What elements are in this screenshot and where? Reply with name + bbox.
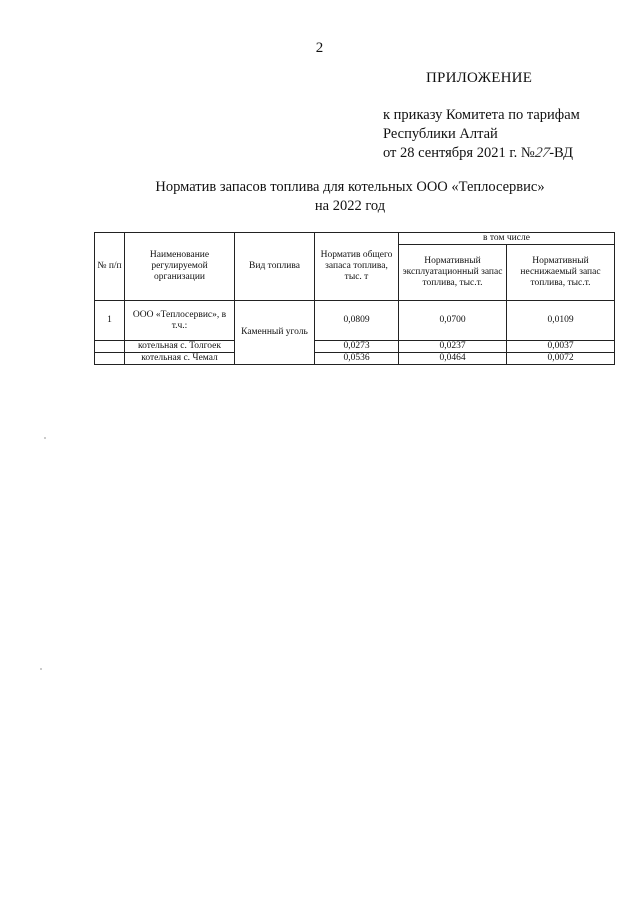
header-organization: Наименование регулируемой организации	[125, 233, 235, 301]
order-number-handwritten: 27	[533, 145, 551, 161]
row-num	[95, 341, 125, 353]
row-total: 0,0536	[315, 353, 399, 365]
header-fuel-type: Вид топлива	[235, 233, 315, 301]
scan-speck	[40, 668, 42, 670]
row-num: 1	[95, 301, 125, 341]
document-title-line-1: Норматив запасов топлива для котельных ООО «Теплосервис»	[155, 179, 545, 195]
order-reference	[383, 106, 580, 163]
header-operational-reserve: Нормативный эксплуатационный запас топлива, тыс.т.	[399, 245, 507, 301]
row-total: 0,0809	[315, 301, 399, 341]
row-operational: 0,0700	[399, 301, 507, 341]
scan-speck	[44, 437, 46, 439]
row-organization: котельная с. Чемал	[125, 353, 235, 365]
order-line-2: Республики Алтай	[383, 126, 498, 142]
row-operational: 0,0237	[399, 341, 507, 353]
order-number-suffix: -ВД	[549, 145, 574, 161]
header-minimum-reserve: Нормативный неснижаемый запас топлива, тыс.т.	[507, 245, 615, 301]
header-num: № п/п	[95, 233, 125, 301]
row-reserve: 0,0072	[507, 353, 615, 365]
order-line-1: к приказу Комитета по тарифам	[383, 107, 580, 123]
order-line-3	[383, 144, 580, 163]
header-total-reserve: Норматив общего запаса топлива, тыс. т	[315, 233, 399, 301]
row-reserve: 0,0037	[507, 341, 615, 353]
row-num	[95, 353, 125, 365]
row-organization: ООО «Теплосервис», в т.ч.:	[125, 301, 235, 341]
page-number: 2	[315, 40, 324, 56]
fuel-type-cell: Каменный уголь	[235, 301, 315, 365]
appendix-title: ПРИЛОЖЕНИЕ	[426, 70, 533, 86]
table-row	[95, 301, 615, 341]
document-title	[100, 178, 600, 216]
row-reserve: 0,0109	[507, 301, 615, 341]
row-organization: котельная с. Толгоек	[125, 341, 235, 353]
fuel-reserve-table	[94, 232, 615, 365]
header-including: в том числе	[399, 233, 615, 245]
table-row	[95, 341, 615, 353]
order-date-prefix: от 28 сентября 2021 г. №	[383, 145, 535, 161]
document-title-line-2: на 2022 год	[314, 198, 386, 214]
row-total: 0,0273	[315, 341, 399, 353]
row-operational: 0,0464	[399, 353, 507, 365]
table-row	[95, 353, 615, 365]
